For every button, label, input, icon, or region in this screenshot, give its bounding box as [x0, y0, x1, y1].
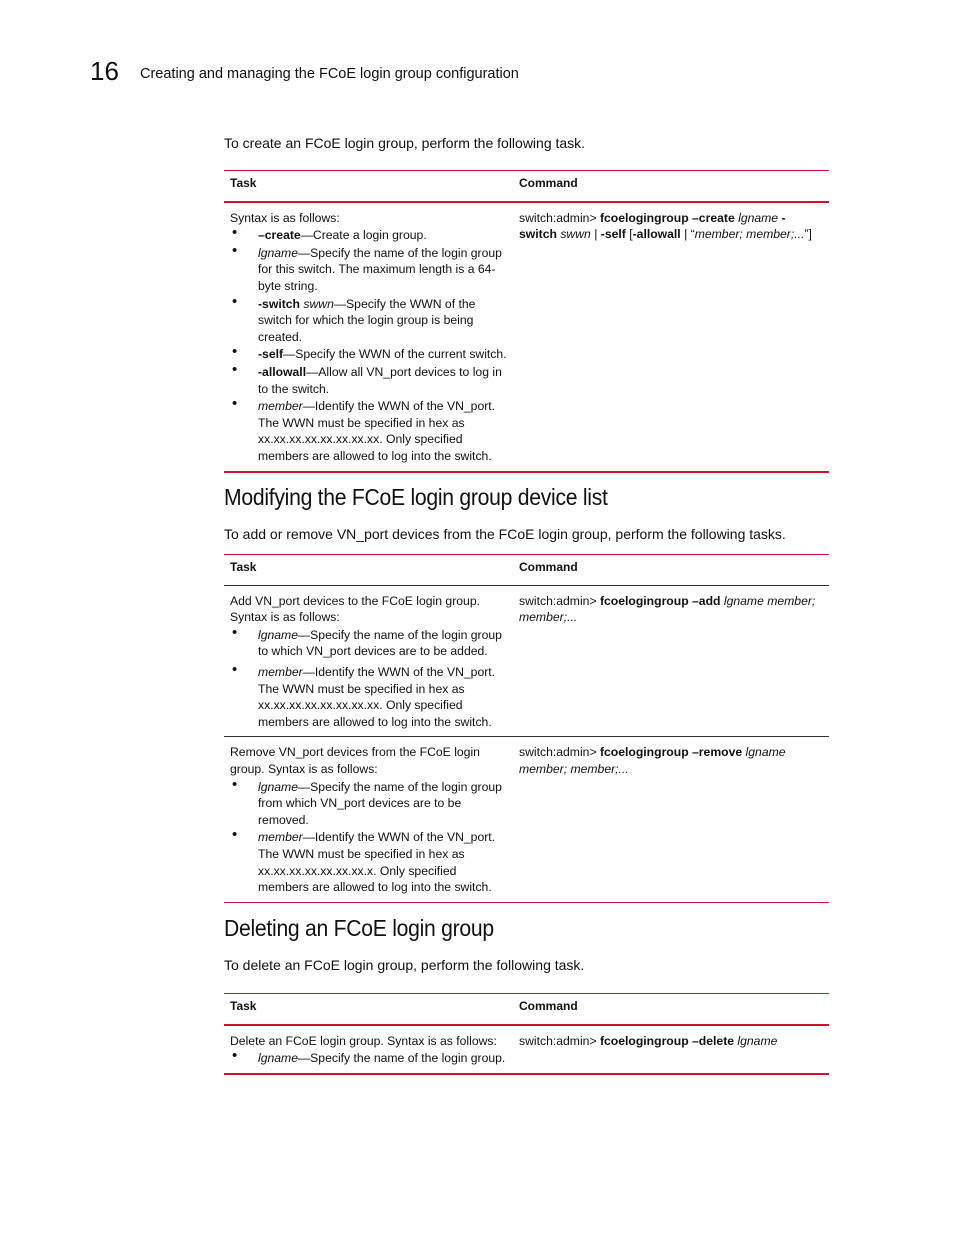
list-item	[230, 779, 507, 829]
task-intro: Add VN_port devices to the FCoE login group. Syntax is as follows:	[230, 593, 480, 625]
modify-intro: To add or remove VN_port devices from the FCoE login group, perform the following tasks.	[224, 526, 786, 542]
option-term: lgname	[258, 1051, 298, 1066]
option-desc: —Specify the WWN of the switch for which the login group is being created.	[258, 296, 476, 344]
option-desc: —Specify the WWN of the current switch.	[283, 347, 507, 362]
command-option: -switch	[519, 210, 786, 242]
command-column-header: Command	[513, 555, 829, 586]
option-desc: —Identify the WWN of the VN_port. The WWN must be specified in hex as xx.xx.xx.xx.xx.xx.xx.xx. Only specified members are allowed to log into the switch.	[258, 664, 496, 729]
option-desc: —Specify the name of the login group.	[297, 1051, 506, 1066]
table-row	[224, 1025, 829, 1074]
option-desc: —Specify the name of the login group from which VN_port devices are to be removed.	[258, 779, 502, 827]
list-item	[230, 296, 507, 346]
option-term: lgname	[258, 779, 298, 794]
task-intro: Remove VN_port devices from the FCoE login group. Syntax is as follows:	[230, 745, 480, 776]
chapter-title: Creating and managing the FCoE login group configuration	[140, 66, 519, 82]
option-term: –create	[258, 228, 301, 243]
option-desc: —Create a login group.	[300, 228, 427, 243]
command-option: -allowall	[632, 227, 681, 242]
delete-login-group-table	[224, 993, 829, 1075]
option-desc: —Allow all VN_port devices to log in to the switch.	[258, 364, 502, 396]
syntax-list	[230, 1050, 507, 1067]
command-cell	[513, 1025, 829, 1074]
task-cell	[224, 202, 513, 472]
section-title-delete: Deleting an FCoE login group	[224, 915, 494, 941]
option-desc: —Identify the WWN of the VN_port. The WWN must be specified in hex as xx.xx.xx.xx.xx.xx.xx.x. Only specified members are allowed to log into the switch.	[258, 830, 496, 895]
command-arg: lgname member; member;...	[519, 593, 816, 625]
table-header-row	[224, 171, 829, 202]
option-desc: —Specify the name of the login group to which VN_port devices are to be added.	[258, 627, 502, 659]
command-prompt: switch:admin>	[519, 745, 600, 760]
list-item	[230, 364, 507, 397]
option-term: lgname	[258, 245, 298, 260]
list-item	[230, 227, 507, 244]
command-name: fcoelogingroup –delete	[599, 1033, 735, 1048]
syntax-list	[230, 627, 507, 731]
table-row	[224, 585, 829, 737]
list-item	[230, 245, 507, 295]
table-header-row	[224, 994, 829, 1025]
command-separator: |	[590, 227, 601, 242]
task-column-header: Task	[224, 171, 513, 202]
table-row	[224, 737, 829, 902]
list-item	[230, 398, 507, 464]
list-item	[230, 664, 507, 730]
option-term: lgname	[258, 627, 298, 642]
option-term: member	[258, 830, 303, 845]
task-cell	[224, 1025, 513, 1074]
command-cell	[513, 737, 829, 902]
command-separator: | “	[680, 227, 695, 242]
command-arg: lgname	[734, 210, 782, 225]
task-column-header: Task	[224, 555, 513, 586]
command-option: -self	[600, 227, 626, 242]
command-column-header: Command	[513, 994, 829, 1025]
chapter-number: 16	[90, 56, 119, 86]
task-cell	[224, 585, 513, 737]
option-desc: —Specify the name of the login group for this switch. The maximum length is a 64-byte string.	[258, 245, 502, 293]
command-cell	[513, 585, 829, 737]
option-arg: swwn	[299, 296, 334, 311]
modify-device-list-table	[224, 554, 829, 903]
command-prompt: switch:admin>	[519, 1033, 600, 1048]
command-arg: lgname member; member;...	[519, 745, 786, 776]
command-prompt: switch:admin>	[519, 210, 600, 225]
task-column-header: Task	[224, 994, 513, 1025]
command-arg: member; member;...	[694, 227, 805, 242]
task-cell	[224, 737, 513, 902]
table-header-row	[224, 555, 829, 586]
list-item	[230, 1050, 507, 1067]
delete-intro: To delete an FCoE login group, perform the following task.	[224, 957, 585, 973]
option-term: member	[258, 399, 303, 414]
option-term: -allowall	[258, 364, 307, 379]
command-column-header: Command	[513, 171, 829, 202]
command-separator: [	[625, 227, 633, 242]
task-intro: Delete an FCoE login group. Syntax is as follows:	[230, 1033, 497, 1048]
syntax-list	[230, 779, 507, 896]
command-name: fcoelogingroup –add	[599, 593, 721, 608]
list-item	[230, 627, 507, 660]
section-title-modify: Modifying the FCoE login group device list	[224, 484, 608, 510]
create-intro: To create an FCoE login group, perform the following task.	[224, 135, 586, 151]
command-separator: ”]	[804, 227, 812, 242]
command-name: fcoelogingroup –create	[599, 210, 735, 225]
command-cell	[513, 202, 829, 472]
command-prompt: switch:admin>	[519, 593, 600, 608]
command-arg: swwn	[556, 227, 591, 242]
list-item	[230, 829, 507, 895]
task-intro: Syntax is as follows:	[230, 210, 340, 225]
syntax-list	[230, 227, 507, 464]
option-term: member	[258, 664, 303, 679]
create-login-group-table	[224, 170, 829, 473]
command-name: fcoelogingroup –remove	[599, 745, 743, 760]
list-item	[230, 346, 507, 363]
option-term: -switch	[258, 296, 300, 311]
option-desc: —Identify the WWN of the VN_port. The WWN must be specified in hex as xx.xx.xx.xx.xx.xx.xx.xx. Only specified members are allowed to log into the switch.	[258, 399, 496, 463]
command-arg: lgname	[734, 1033, 778, 1048]
table-row	[224, 202, 829, 472]
option-term: -self	[258, 347, 284, 362]
